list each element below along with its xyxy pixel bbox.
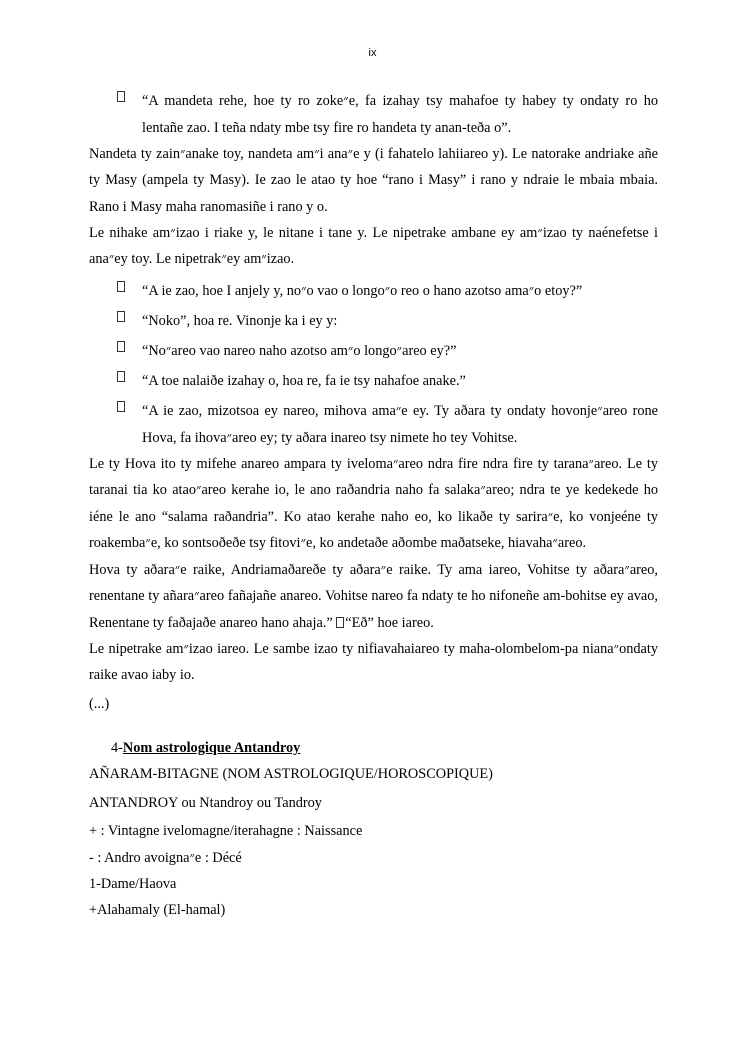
dialogue-text: “A toe nalaiðe izahay o, hoa re, fa ie tsy nahafoe anake.” (142, 373, 466, 389)
quote-text: “A mandeta rehe, hoe ty ro zoke״e, fa izahay tsy mahafoe ty habey ty ondaty ro ho lentañe zao. I teña ndaty mbe tsy fire ro handeta ty anan-teða o”. (142, 93, 658, 136)
paragraph: Le nipetrake am״izao iareo. Le sambe izao ty nifiavahaiareo ty maha-olombelom-pa niana״ondaty raike avao iaby io. (89, 641, 658, 684)
section-line: ANTANDROY ou Ntandroy ou Tandroy (89, 795, 322, 811)
bullet-box-icon (117, 281, 125, 292)
paragraph: Le nihake am״izao i riake y, le nitane i tane y. Le nipetrake ambane ey am״izao ty naénefetse i ana״ey toy. Le nipetrak״ey am״izao. (89, 225, 658, 268)
page-number: ix (368, 47, 377, 59)
dialogue-text: “Noko”, hoa re. Vinonje ka i ey y: (142, 313, 338, 329)
section-number: 4- (111, 740, 123, 756)
section-title: Nom astrologique Antandroy (122, 740, 301, 756)
bullet-box-icon (117, 91, 125, 102)
paragraph-tail: “Eð” hoe iareo. (345, 614, 434, 631)
section-line: 1-Dame/Haova (89, 876, 177, 892)
paragraph: Le ty Hova ito ty mifehe anareo ampara ty iveloma״areo ndra fire ndra fire ty tarana״areo. Le ty taranai tia ko atao״areo kerahe io, le ano raðandria naho fa salaka״areo; ndra te ye kedekede ho iéne le ano “salama raðandria”. Ko atao kerahe naho eo, ko likaðe ty sarira״e, ko vonjeéne ty roakemba״e, ko sontsoðeðe tsy fitovi״e, ko andetaðe aðombe maðatseke, hiavaha״areo. (89, 456, 659, 552)
dialogue-text: “No״areo vao nareo naho azotso am״o longo״areo ey?” (142, 343, 457, 359)
section-line: + : Vintagne ivelomagne/iterahagne : Naissance (89, 823, 363, 839)
dialogue-text: “A ie zao, hoe I anjely y, no״o vao o longo״o reo o hano azotso ama״o etoy?” (142, 283, 583, 299)
bullet-box-icon (117, 401, 125, 412)
section-line: - : Andro avoigna״e : Décé (89, 850, 242, 866)
paragraph-text: Hova ty aðara״e raike, Andriamaðareðe ty aðara״e raike. Ty ama iareo, Vohitse ty aðara״areo, renentane ty añara״areo fañajañe anareo. Vohitse nareo fa ndaty te ho nifoneñe am-bohitse ey avao, Renentane ty faðajaðe anareo hano ahaja.” (89, 562, 658, 631)
section-line: +Alahamaly (El-hamal) (89, 902, 226, 918)
bullet-box-icon (117, 371, 125, 382)
bullet-box-icon (117, 311, 125, 322)
section-heading (111, 740, 300, 757)
bullet-box-icon (117, 341, 125, 352)
paragraph: Nandeta ty zain״anake toy, nandeta am״i ana״e y (i fahatelo lahiiareo y). Le natorake andriake añe ty Masy (ampela ty Masy). Ie zao le atao ty hoe “rano i Masy” i rano y ndraie le mbaia mbaia. Rano i Masy maha ranomasiñe i rano y o. (89, 146, 658, 215)
paragraph (89, 557, 658, 636)
ellipsis: (...) (89, 696, 110, 712)
dialogue-text: “A ie zao, mizotsoa ey nareo, mihova ama״e ey. Ty aðara ty ondaty hovonje״areo rone Hova, fa ihova״areo ey; ty aðara inareo tsy nimete ho tey Vohitse. (142, 403, 658, 446)
bullet-box-icon (336, 617, 344, 628)
section-line: AÑARAM-BITAGNE (NOM ASTROLOGIQUE/HOROSCOPIQUE) (89, 766, 493, 782)
